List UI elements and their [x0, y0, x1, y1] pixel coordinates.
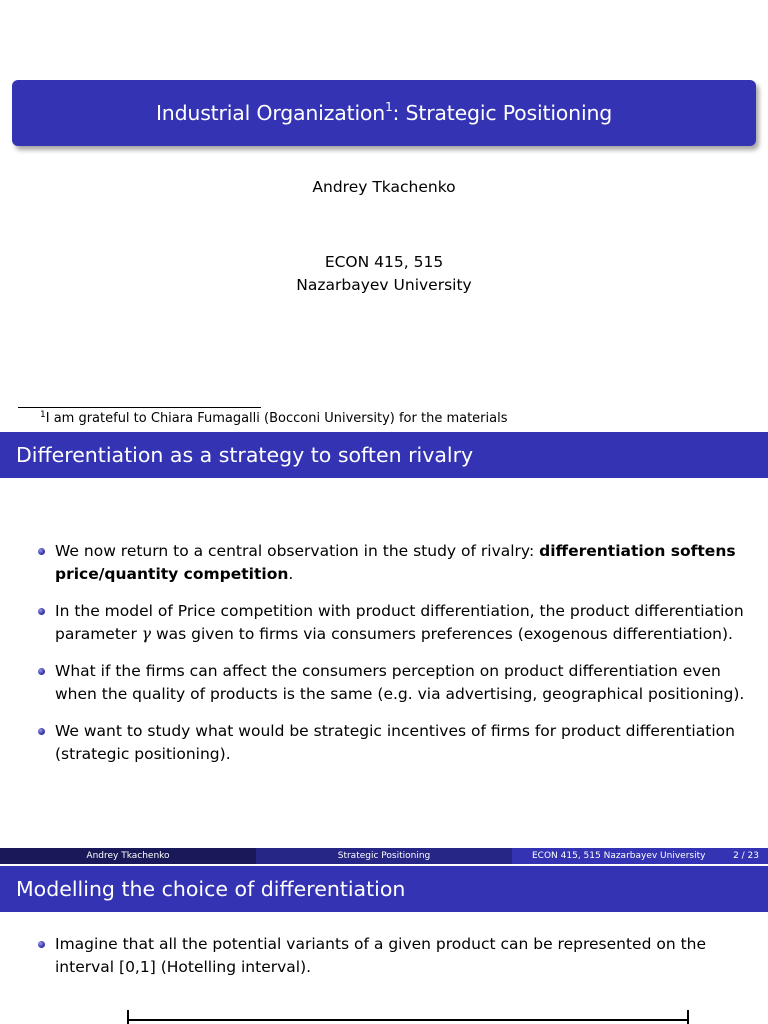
bullet-ball-icon — [38, 548, 45, 555]
footer-institute: ECON 415, 515 Nazarbayev University — [532, 851, 706, 861]
footnote-text: I am grateful to Chiara Fumagalli (Bocconi University) for the materials — [45, 411, 508, 426]
bullet-item — [38, 600, 750, 645]
slide-footer — [0, 848, 768, 864]
presentation-title — [156, 101, 612, 125]
title-box — [12, 80, 756, 146]
footer-institute-box — [512, 848, 768, 864]
bullet-text: What if the firms can affect the consumers perception on product differentiation even when the quality of products is the same (e.g. via advertising, geographical positioning). — [55, 662, 745, 703]
interval-right-tick — [687, 1010, 689, 1024]
course-code: ECON 415, 515 — [324, 253, 444, 271]
footnote-rule — [18, 407, 261, 408]
bullet-text-end: . — [288, 564, 294, 583]
footer-page-number: 2 / 23 — [733, 851, 759, 861]
bullet-text: We now return to a central observation in the study of rivalry: — [55, 542, 540, 560]
bullet-item — [38, 933, 750, 978]
institution-block — [0, 251, 768, 297]
bullet-item — [38, 540, 750, 585]
slide-modelling — [0, 864, 768, 1024]
gamma-symbol: γ — [141, 624, 152, 643]
footnote-mark: 1 — [40, 410, 46, 420]
title-footnote-mark: 1 — [385, 100, 393, 114]
title-main: Industrial Organization — [155, 101, 386, 125]
bullet-text: Imagine that all the potential variants of a given product can be represented on the interval [0,1] (Hotelling interval). — [55, 935, 707, 976]
bullet-text-end: was given to firms via consumers preferences (exogenous differentiation). — [151, 624, 733, 643]
bullet-emphasis: differentiation softens price/quantity competition — [55, 542, 736, 583]
bullet-text: In the model of Price competition with product differentiation, the product differentiation parameter — [55, 602, 744, 643]
footnote — [40, 411, 508, 426]
bullet-item — [38, 660, 750, 705]
bullet-list — [38, 933, 750, 993]
bullet-ball-icon — [38, 941, 45, 948]
frame-title: Modelling the choice of differentiation — [0, 866, 768, 912]
title-subtitle: : Strategic Positioning — [392, 101, 613, 125]
hotelling-interval-line — [128, 1019, 689, 1021]
bullet-ball-icon — [38, 668, 45, 675]
university-name: Nazarbayev University — [296, 276, 472, 294]
slide-differentiation — [0, 432, 768, 864]
frame-title: Differentiation as a strategy to soften rivalry — [0, 432, 768, 478]
bullet-list — [38, 540, 750, 780]
title-slide — [0, 0, 768, 432]
bullet-ball-icon — [38, 608, 45, 615]
interval-left-tick — [127, 1010, 129, 1024]
footer-author: Andrey Tkachenko — [0, 848, 256, 864]
bullet-item — [38, 720, 750, 765]
bullet-text: We want to study what would be strategic incentives of firms for product differentiation (strategic positioning). — [55, 722, 735, 763]
bullet-ball-icon — [38, 728, 45, 735]
footer-short-title: Strategic Positioning — [256, 848, 512, 864]
author-name: Andrey Tkachenko — [312, 178, 456, 196]
